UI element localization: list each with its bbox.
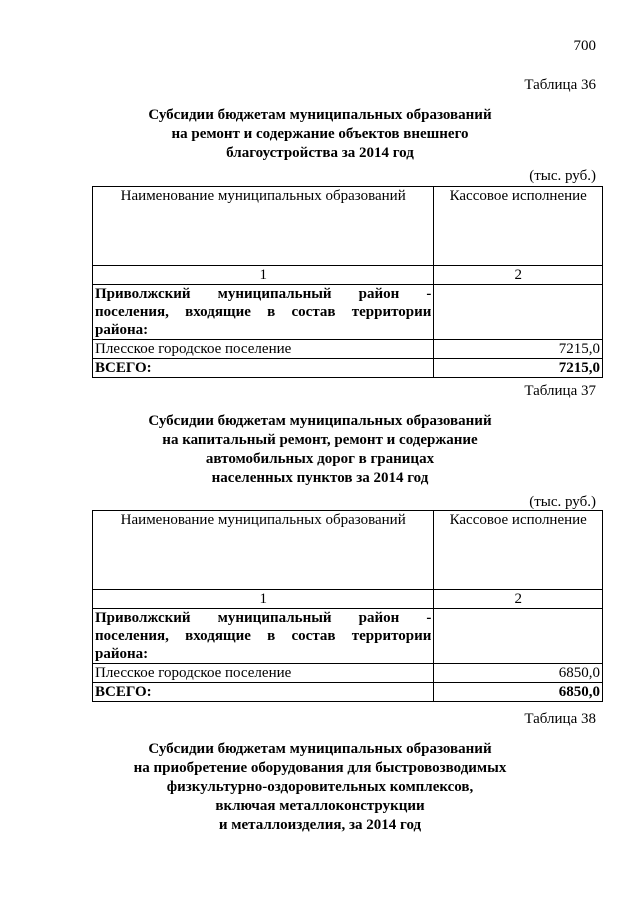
total-label: ВСЕГО: [93, 683, 434, 702]
title-line: Субсидии бюджетам муниципальных образований [148, 107, 492, 123]
title-line: Субсидии бюджетам муниципальных образований [148, 413, 492, 429]
title-line: на капитальный ремонт, ремонт и содержание [162, 432, 478, 448]
region-line: района: [95, 322, 149, 338]
title-line: автомобильных дорог в границах [205, 451, 435, 467]
region-line: Приволжский муниципальный район - [95, 610, 432, 626]
table-37-unit: (тыс. руб.) [529, 494, 596, 510]
table-38-label: Таблица 38 [524, 711, 596, 727]
settlement-value: 6850,0 [434, 664, 603, 683]
region-line: района: [95, 646, 149, 662]
region-name [93, 285, 434, 340]
title-line: физкультурно-оздоровительных комплексов, [166, 779, 474, 795]
table-header-row [93, 511, 603, 590]
table-37-label: Таблица 37 [524, 383, 596, 399]
total-label: ВСЕГО: [93, 359, 434, 378]
settlement-value: 7215,0 [434, 340, 603, 359]
region-name [93, 609, 434, 664]
settlement-name: Плесское городское поселение [93, 340, 434, 359]
region-value [434, 285, 603, 340]
column-number-row [93, 590, 603, 609]
region-row [93, 285, 603, 340]
settlement-name: Плесское городское поселение [93, 664, 434, 683]
table-header-row [93, 187, 603, 266]
region-line: поселения, входящие в состав территории [95, 304, 432, 320]
column-number: 1 [93, 590, 434, 609]
region-line: Приволжский муниципальный район - [95, 286, 432, 302]
table-row [93, 664, 603, 683]
total-value: 7215,0 [434, 359, 603, 378]
total-row [93, 359, 603, 378]
column-number: 1 [93, 266, 434, 285]
region-row [93, 609, 603, 664]
header-municipality: Наименование муниципальных образований [93, 187, 434, 266]
region-line: поселения, входящие в состав территории [95, 628, 432, 644]
table-36 [92, 186, 603, 378]
header-municipality: Наименование муниципальных образований [93, 511, 434, 590]
header-cash-execution: Кассовое исполнение [434, 187, 603, 266]
page-number: 700 [573, 38, 596, 54]
title-line: населенных пунктов за 2014 год [211, 470, 429, 486]
table-38-title [0, 740, 640, 835]
column-number: 2 [434, 266, 603, 285]
column-number: 2 [434, 590, 603, 609]
table-37-title [0, 412, 640, 488]
title-line: и металлоизделия, за 2014 год [218, 817, 422, 833]
region-value [434, 609, 603, 664]
table-36-title [0, 106, 640, 163]
table-36-label: Таблица 36 [524, 77, 596, 93]
title-line: на ремонт и содержание объектов внешнего [171, 126, 469, 142]
total-value: 6850,0 [434, 683, 603, 702]
column-number-row [93, 266, 603, 285]
total-row [93, 683, 603, 702]
header-cash-execution: Кассовое исполнение [434, 511, 603, 590]
title-line: благоустройства за 2014 год [226, 145, 414, 161]
title-line: Субсидии бюджетам муниципальных образований [148, 741, 492, 757]
title-line: включая металлоконструкции [215, 798, 425, 814]
table-36-unit: (тыс. руб.) [529, 168, 596, 184]
table-row [93, 340, 603, 359]
title-line: на приобретение оборудования для быстровозводимых [133, 760, 507, 776]
table-37 [92, 510, 603, 702]
